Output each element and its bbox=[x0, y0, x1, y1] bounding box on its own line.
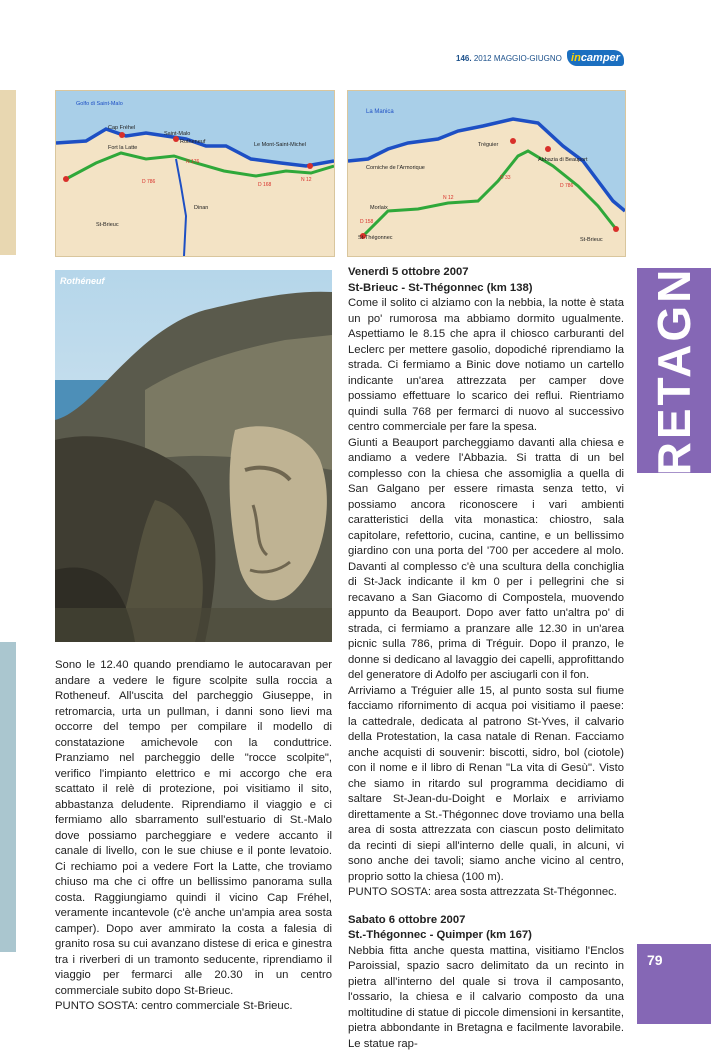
map-label: Le Mont-Saint-Michel bbox=[254, 142, 306, 148]
map-saint-malo-svg bbox=[56, 91, 334, 256]
region-tab bbox=[637, 268, 711, 473]
running-header bbox=[456, 54, 562, 63]
map-label: Corniche de l'Armorique bbox=[366, 165, 425, 171]
body-paragraph: Sono le 12.40 quando prendiamo le autocaravan per andare a vedere le figure scolpite sulla roccia a Rotheneuf. All'uscita del parcheggio Giuseppe, in retromarcia, urta un pullman, i danni sono lievi ma occorre del tempo per compilare il modello di constatazione amichevole con la conduttrice. Pranziamo nel parcheggio delle "rocce scolpite", verifico l'impianto elettrico e mi accorgo che era scattato il relè di protezione, poi visitiamo il sito, abbastanza deludente. Riprendiamo il viaggio e ci fermiamo allo sbarramento sull'estuario di St.-Malo dove possiamo parcheggiare e vedere accanto il canale di livello, con le sue chiuse e il ponte levatoio. Ci rechiamo poi a vedere Fort la Latte, che troviamo chiuso ma che ci offre un bellissimo panorama sulla costa. Raggiungiamo quindi il vicino Cap Fréhel, veramente incantevole (c'è anche un'ampia area sosta camper). Dopo aver ammirato la costa a falesia di granito rosa su cui avanzano distese di erica e ginestra tra i riverberi di un tramonto seducente, riprendiamo il viaggio per fermarci alle 20.30 in un centro commerciale subito dopo St-Brieuc. bbox=[55, 658, 332, 999]
road-label: N 12 bbox=[443, 195, 454, 201]
map-label: St-Thégonnec bbox=[358, 235, 393, 241]
region-tab-label: BRETAGNA bbox=[647, 230, 701, 511]
road-label: D 168 bbox=[258, 182, 272, 188]
left-column bbox=[55, 658, 332, 1015]
body-paragraph: Come il solito ci alziamo con la nebbia, la notte è stata un po' rumorosa ma abbiamo dormito ugualmente. Aspettiamo le 8.15 che apra il chiosco carburanti del Leclerc per mettere gasolio, dopodiché riprendiamo la strada. Ci fermiamo a Binic dove notiamo un cartello indicante un'area attrezzata per camper dove possiamo effettuare lo scarico dei reflui. Rientriamo quindi sulla 768 per fermarci di nuovo al successivo centro commerciale per fare la spesa. bbox=[348, 296, 624, 436]
map-label: Cap Fréhel bbox=[108, 125, 135, 131]
road-label: D 786 bbox=[142, 179, 156, 185]
body-paragraph: Arriviamo a Tréguier alle 15, al punto sosta sul fiume facciamo rifornimento di acqua poi visitiamo il paese: la cattedrale, dedicata al patrono St-Yves, il calvario della Protestation, la casa natale di Renan. Facciamo anche acquisti di souvenir: biscotti, sidro, bol (ciotole) con il nome e il libro di Renan "La vita di Gesù". Visto che siamo in ritardo sul programma decidiamo di saltare St-Jean-du-Doight e Morlaix e arriviamo direttamente a St.-Thégonnec dove troviamo una bella area di sosta attrezzata con ciascun posto delimitato da recinti di siepi all'interno delle quali, in alcuni, vi sono anche dei tavoli; siamo anche vicino al centro, proprio sotto la chiesa (100 m). bbox=[348, 684, 624, 886]
day-heading: Venerdì 5 ottobre 2007 bbox=[348, 265, 624, 281]
map-label: La Manica bbox=[366, 109, 394, 115]
route-heading: St-Brieuc - St-Thégonnec (km 138) bbox=[348, 281, 624, 297]
road-label: N 176 bbox=[186, 159, 200, 165]
map-label: St-Brieuc bbox=[580, 237, 603, 243]
road-label: D 786 bbox=[560, 183, 574, 189]
facing-page-photo-edge bbox=[0, 642, 16, 952]
body-paragraph: Nebbia fitta anche questa mattina, visitiamo l'Enclos Paroissial, spazio sacro delimitato da un recinto in pietra all'interno del quale si trova il camposanto, l'ossario, la chiesa e il calvario composto da una moltitudine di statue di piccole dimensioni in kersantite, pietra abbondante in Bretagna e facilmente lavorabile. Le statue rap- bbox=[348, 944, 624, 1052]
photo-rotheneuf bbox=[55, 270, 332, 642]
map-label: Tréguier bbox=[478, 142, 498, 148]
rock-sculpture-image bbox=[55, 270, 332, 642]
map-label: Abbazia di Beauport bbox=[538, 157, 588, 163]
road-label: D 158 bbox=[360, 219, 374, 225]
photo-caption: Rothéneuf bbox=[60, 276, 105, 286]
map-saint-malo bbox=[55, 90, 335, 257]
day-heading: Sabato 6 ottobre 2007 bbox=[348, 913, 624, 929]
map-label: Fort la Latte bbox=[108, 145, 137, 151]
map-label: Morlaix bbox=[370, 205, 388, 211]
page-number: 79 bbox=[647, 952, 663, 968]
body-paragraph: PUNTO SOSTA: area sosta attrezzata St-Thégonnec. bbox=[348, 885, 624, 901]
map-label: Rotheneuf bbox=[180, 139, 206, 145]
right-column bbox=[348, 265, 624, 1052]
road-label: D 33 bbox=[500, 175, 511, 181]
map-label: Dinan bbox=[194, 205, 208, 211]
route-heading: St.-Thégonnec - Quimper (km 167) bbox=[348, 928, 624, 944]
issue-date: 2012 MAGGIO-GIUGNO bbox=[474, 54, 562, 63]
map-label: Saint-Malo bbox=[164, 131, 190, 137]
map-label: St-Brieuc bbox=[96, 222, 119, 228]
facing-page-map-edge bbox=[0, 90, 16, 255]
body-paragraph: Giunti a Beauport parcheggiamo davanti alla chiesa e andiamo a vedere l'Abbazia. Si tratta di un bel complesso con la chiesa che assomiglia a quella di San Galgano per essere rimasta senza tetto, vi possiamo ancora riconoscere i vari ambienti caratteristici della vita monastica: chiostro, sala capitolare, refettorio, cucina, cantine, e un bellissimo giardino con una porta del '700 per accedere al molo. Davanti al complesso c'è una scultura della conchiglia di St-Jack indicante il km 0 per i pellegrini che si recavano a San Giacomo di Compostela, muovendo appunto da Beauport. Dopo aver fatto un'altra po' di strada, ci fermiamo a pranzare alle 12.30 in un'area picnic sulla 786, prima di Tréguir. Dopo il pranzo, le donne si dedicano al lavaggio dei capelli, approfittando del generatore di Adolfo per asciugarli con il fon. bbox=[348, 436, 624, 684]
road-label: N 12 bbox=[301, 177, 312, 183]
map-tregor bbox=[347, 90, 626, 257]
map-tregor-svg bbox=[348, 91, 625, 256]
magazine-logo: incamper bbox=[567, 50, 624, 66]
body-paragraph: PUNTO SOSTA: centro commerciale St-Brieuc. bbox=[55, 999, 332, 1015]
page-number-box bbox=[637, 944, 711, 1024]
issue-number: 146. bbox=[456, 54, 472, 63]
map-label: Golfo di Saint-Malo bbox=[76, 101, 123, 107]
